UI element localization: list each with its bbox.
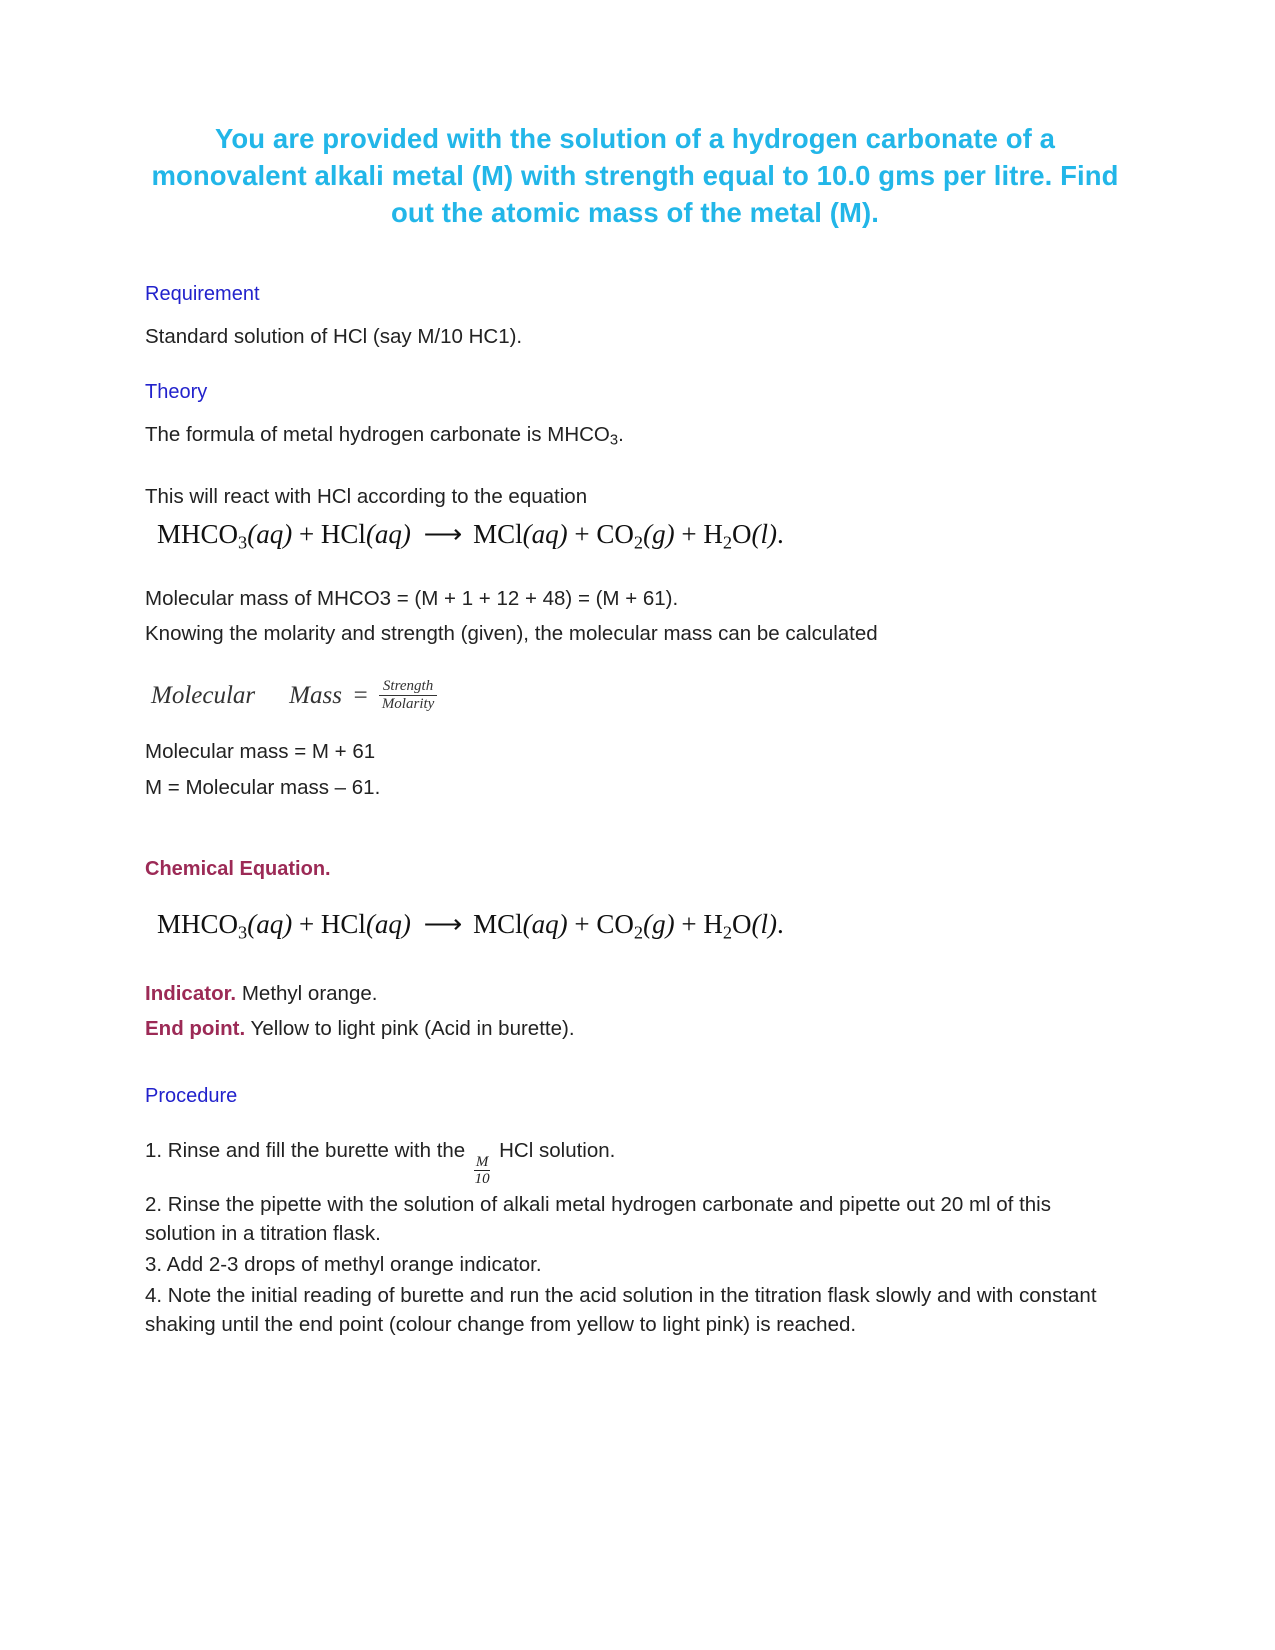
eq2-plus3: + — [681, 908, 697, 939]
result-line-1: Molecular mass = M + 61 — [145, 740, 376, 764]
eq2-arrow-icon: ⟶ — [423, 908, 461, 939]
indicator-line — [145, 979, 1125, 1008]
eq2-left1: MHCO — [157, 908, 239, 939]
section-heading-procedure: Procedure — [145, 1085, 238, 1108]
theory-formula-subscript: 3 — [609, 433, 619, 450]
step1-after: HCl solution. — [499, 1139, 616, 1163]
eq1-right1-state: (aq) — [522, 519, 568, 550]
formula-fraction — [379, 678, 438, 714]
eq1-left2-state: (aq) — [365, 519, 411, 550]
eq1-right3-state: (l) — [751, 519, 777, 550]
eq1-right3-rest: O — [732, 519, 752, 550]
theory-formula-text: The formula of metal hydrogen carbonate is MHCO — [145, 423, 610, 447]
procedure-steps — [145, 1136, 1125, 1339]
eq1-right2-state: (g) — [643, 519, 675, 550]
eq2-left2: HCl — [320, 908, 366, 939]
requirement-text: Standard solution of HCl (say M/10 HC1). — [145, 325, 523, 349]
knowing-molarity-line: Knowing the molarity and strength (given), the molecular mass can be calculated — [145, 621, 878, 645]
molecular-mass-line: Molecular mass of MHCO3 = (M + 1 + 12 + 48) = (M + 61). — [145, 586, 679, 610]
eq1-period: . — [776, 519, 784, 550]
eq1-right3-sub: 2 — [722, 532, 732, 553]
section-heading-theory: Theory — [145, 381, 208, 404]
formula-label-molecular: Molecular — [151, 681, 256, 709]
formula-numerator: Strength — [379, 678, 438, 696]
eq1-left1: MHCO — [157, 519, 239, 550]
step1-fraction — [474, 1154, 491, 1188]
step1-frac-numerator: M — [475, 1153, 489, 1170]
eq2-plus2: + — [574, 908, 590, 939]
page-title: You are provided with the solution of a hydrogen carbonate of a monovalent alkali metal (M) with strength equal to 10.0 gms per litre. Find out the atomic mass of the metal (M). — [151, 123, 1119, 229]
eq2-period: . — [776, 908, 784, 939]
procedure-step-1 — [145, 1136, 1125, 1187]
theory-formula-period: . — [618, 423, 624, 447]
eq2-right2: CO — [596, 908, 634, 939]
step1-before: 1. Rinse and fill the burette with the — [145, 1139, 466, 1163]
eq2-right2-sub: 2 — [633, 922, 644, 943]
end-point-value: Yellow to light pink (Acid in burette). — [250, 1017, 575, 1041]
end-point-label: End point. — [145, 1017, 246, 1041]
eq2-right3-state: (l) — [751, 908, 777, 939]
step1-frac-denominator: 10 — [474, 1171, 490, 1188]
formula-equals: = — [351, 681, 369, 709]
procedure-step-2: 2. Rinse the pipette with the solution of alkali metal hydrogen carbonate and pipette out 20 ml of this solution in a titration flask. — [145, 1192, 1051, 1245]
eq2-plus1: + — [298, 908, 315, 939]
indicator-value: Methyl orange. — [241, 982, 378, 1006]
eq1-plus2: + — [574, 519, 590, 550]
eq1-plus1: + — [298, 519, 315, 550]
eq1-arrow-icon: ⟶ — [423, 519, 461, 550]
eq1-left2: HCl — [320, 519, 366, 550]
indicator-label: Indicator. — [145, 982, 237, 1006]
eq2-left2-state: (aq) — [365, 908, 411, 939]
eq1-right2: CO — [596, 519, 634, 550]
eq2-right3: H — [703, 908, 723, 939]
eq1-right1: MCl — [473, 519, 523, 550]
theory-formula-line — [145, 420, 1125, 452]
formula-label-mass: Mass — [289, 681, 342, 709]
eq2-left1-sub: 3 — [238, 922, 248, 943]
eq1-plus3: + — [681, 519, 697, 550]
eq2-right1: MCl — [473, 908, 523, 939]
procedure-step-4: 4. Note the initial reading of burette and run the acid solution in the titration flask slowly and with constant shaking until the end point (colour change from yellow to light pink) is reached. — [145, 1283, 1097, 1337]
reaction-equation-1 — [157, 519, 1125, 554]
eq2-right3-rest: O — [732, 908, 752, 939]
section-heading-requirement: Requirement — [145, 283, 260, 306]
eq2-right3-sub: 2 — [722, 922, 732, 943]
eq1-right3: H — [703, 519, 723, 550]
eq2-left1-state: (aq) — [247, 908, 293, 939]
eq1-left1-sub: 3 — [238, 532, 248, 553]
eq2-right1-state: (aq) — [522, 908, 568, 939]
eq1-left1-state: (aq) — [247, 519, 293, 550]
result-line-2: M = Molecular mass – 61. — [145, 775, 381, 799]
eq1-right2-sub: 2 — [633, 532, 644, 553]
formula-denominator: Molarity — [381, 696, 435, 713]
end-point-line — [145, 1014, 1125, 1043]
procedure-step-3: 3. Add 2-3 drops of methyl orange indicator. — [145, 1252, 542, 1276]
theory-reaction-intro: This will react with HCl according to the equation — [145, 485, 588, 509]
eq2-right2-state: (g) — [643, 908, 675, 939]
molecular-mass-formula — [151, 678, 1125, 714]
section-heading-chemical-equation: Chemical Equation. — [145, 857, 331, 880]
reaction-equation-2 — [157, 909, 1125, 944]
